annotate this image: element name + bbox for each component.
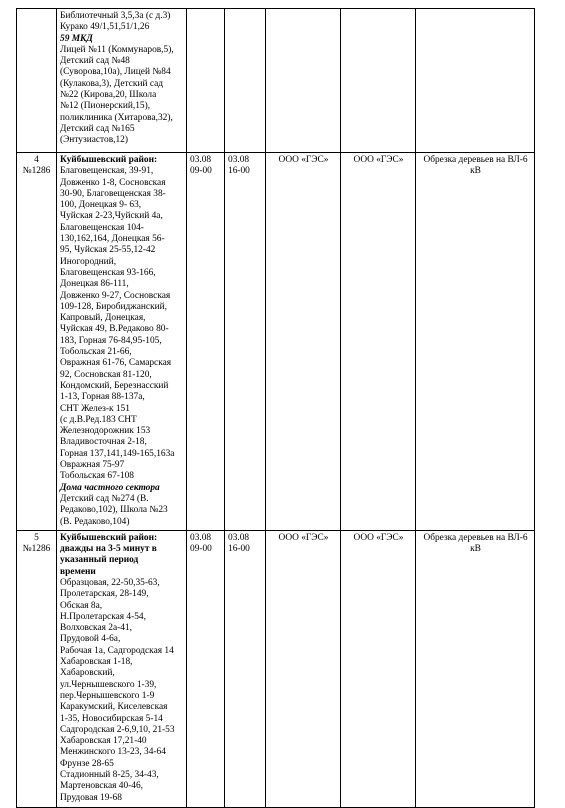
address-line: Хабаровский, xyxy=(60,668,115,679)
table-row xyxy=(17,9,535,153)
address-line: Прудовой 4-6а, xyxy=(60,634,121,645)
work-description: Обрезка деревьев на ВЛ-6 кВ xyxy=(423,532,528,555)
end-cell xyxy=(225,153,266,531)
address-line: Лицей №11 (Коммунаров,5), xyxy=(60,44,174,55)
address-line: времени xyxy=(60,566,96,577)
organization-cell xyxy=(266,9,341,153)
address-line: Благовещенская 104- xyxy=(60,222,144,233)
row-number-cell xyxy=(17,9,57,153)
address-line: Каракумский, Киселевская xyxy=(60,702,168,713)
address-line: Рабочая 1а, Садгородская 14 xyxy=(60,645,174,656)
address-line: Благовещенская, 39-91, xyxy=(60,166,154,177)
address-line: Капровый, Донецкая, xyxy=(60,313,146,324)
table-row xyxy=(17,153,535,531)
start-date: 03.08 xyxy=(190,155,212,165)
address-line: 130,162,164, Донецкая 56- xyxy=(60,234,165,245)
contractor-name: ООО «ГЭС» xyxy=(353,155,404,165)
address-line: Овражная 75-97 xyxy=(60,460,125,471)
start-cell xyxy=(187,530,225,807)
address-line: пер.Чернышевского 1-9 xyxy=(60,690,155,701)
work-description: Обрезка деревьев на ВЛ-6 кВ xyxy=(423,155,528,177)
contractor-cell xyxy=(341,153,416,531)
address-line: Куйбышевский район: xyxy=(60,155,158,165)
organization-cell xyxy=(266,153,341,531)
address-line: №12 (Пионерский,15), xyxy=(60,101,151,112)
address-line: Железнодорожник 153 xyxy=(60,426,151,437)
address-line: Чуйская 49, В.Редаково 80- xyxy=(60,324,169,335)
address-line: Благовещенская 93-166, xyxy=(60,267,156,278)
address-cell xyxy=(57,153,187,531)
address-line: Горная 137,141,149-165,163а xyxy=(60,448,175,459)
address-cell xyxy=(57,9,187,153)
work-description-cell xyxy=(416,9,535,153)
address-line: указанный период xyxy=(60,555,139,566)
address-line: Садгородская 2-6,9,10, 21-53 xyxy=(60,724,175,735)
organization-name: ООО «ГЭС» xyxy=(278,155,329,165)
row-number-cell xyxy=(17,530,57,807)
start-date: 03.08 xyxy=(190,532,212,543)
address-line: (Кулакова,3), Детский сад xyxy=(60,78,164,89)
end-time: 16-00 xyxy=(228,166,250,177)
end-cell xyxy=(225,9,266,153)
request-number: №1286 xyxy=(22,544,51,555)
address-line: Редаково,102), Школа №23 xyxy=(60,505,168,516)
address-line: Библиотечный 3,5,3а (с д.3) xyxy=(60,11,171,21)
address-line: Чуйская 2-23,Чуйский 4а, xyxy=(60,211,163,222)
address-line: Куйбышевский район: xyxy=(60,532,158,543)
address-line: 95, Чуйская 25-55,12-42 xyxy=(60,245,156,256)
address-line: 100, Донецкая 9- 63, xyxy=(60,200,142,211)
address-line: 1-35, Новосибирская 5-14 xyxy=(60,713,163,724)
contractor-cell xyxy=(341,530,416,807)
address-line: Овражная 61-76, Самарская xyxy=(60,358,172,369)
address-line: 30-90, Благовещенская 38- xyxy=(60,188,166,199)
start-time: 09-00 xyxy=(190,166,212,177)
organization-cell xyxy=(266,530,341,807)
end-date: 03.08 xyxy=(228,155,250,165)
end-time: 16-00 xyxy=(228,544,250,555)
start-time: 09-00 xyxy=(190,544,212,555)
address-line: Детский сад №165 xyxy=(60,123,135,134)
address-line: 109-128, Биробиджанский, xyxy=(60,301,168,312)
address-line: 92, Сосновская 81-120, xyxy=(60,369,152,380)
start-cell xyxy=(187,153,225,531)
address-line: Обская 8а, xyxy=(60,600,103,611)
address-line: Пролетарская, 28-149, xyxy=(60,589,149,600)
address-line: дважды на 3-5 минут в xyxy=(60,544,157,555)
contractor-name: ООО «ГЭС» xyxy=(353,532,404,543)
address-line: Детский сад №48 xyxy=(60,56,130,67)
request-number: №1286 xyxy=(22,166,51,177)
address-line: Донецкая 86-111, xyxy=(60,279,129,290)
work-description-cell xyxy=(416,153,535,531)
work-description-cell xyxy=(416,530,535,807)
address-line: (В. Редаково,104) xyxy=(60,516,130,527)
address-line: 183, Горная 76-84,95-105, xyxy=(60,335,162,346)
end-date: 03.08 xyxy=(228,532,250,543)
address-line: СНТ Желез-к 151 xyxy=(60,403,130,414)
address-line: ул.Чернышевского 1-39, xyxy=(60,679,157,690)
organization-name: ООО «ГЭС» xyxy=(278,532,329,543)
address-line: (Суворова,10а), Лицей №84 xyxy=(60,67,171,78)
address-line: 59 МКД xyxy=(60,33,93,44)
address-line: Хабаровская 1-18, xyxy=(60,657,133,668)
address-line: Менжинского 13-23, 34-64 xyxy=(60,747,166,758)
address-line: поликлиника (Хитарова,32), xyxy=(60,112,173,123)
start-cell xyxy=(187,9,225,153)
address-line: Курако 49/1,51,51/1,26 xyxy=(60,22,150,33)
outage-schedule-table xyxy=(16,8,535,808)
address-line: Фрунзе 28-65 xyxy=(60,758,114,769)
address-line: (с д.В.Ред.183 СНТ xyxy=(60,414,137,425)
table-row xyxy=(17,530,535,807)
address-line: Прудовая 19-68 xyxy=(60,792,122,803)
address-line: №22 (Кирова,20, Школа xyxy=(60,90,157,101)
address-line: Хабаровская 17,21-40 xyxy=(60,736,147,747)
address-line: Тобольская 67-108 xyxy=(60,471,134,482)
end-cell xyxy=(225,530,266,807)
address-line: Образцовая, 22-50,35-63, xyxy=(60,577,160,588)
address-line: Стадионный 8-25, 34-43, xyxy=(60,770,159,781)
address-line: Довженко 9-27, Сосновская xyxy=(60,290,171,301)
address-line: Иногородний, xyxy=(60,256,117,267)
address-line: Дома частного сектора xyxy=(60,482,160,493)
row-number-cell xyxy=(17,153,57,531)
address-line: Тобольская 21-66, xyxy=(60,347,132,358)
row-number: 4 xyxy=(34,155,39,165)
address-line: (Энтузиастов,12) xyxy=(60,135,128,146)
address-line: Владивосточная 2-18, xyxy=(60,437,147,448)
address-line: Волховская 2а-41, xyxy=(60,623,132,634)
address-line: Довженко 1-8, Сосновская xyxy=(60,177,166,188)
address-line: 1-13, Горная 88-137а, xyxy=(60,392,145,403)
address-cell xyxy=(57,530,187,807)
address-line: Мартеновская 40-46, xyxy=(60,781,144,792)
address-line: Детский сад №274 (В. xyxy=(60,493,149,504)
address-line: Н.Пролетарская 4-54, xyxy=(60,611,146,622)
contractor-cell xyxy=(341,9,416,153)
address-line: Кондомский, Березнасский xyxy=(60,380,169,391)
row-number: 5 xyxy=(34,532,39,543)
